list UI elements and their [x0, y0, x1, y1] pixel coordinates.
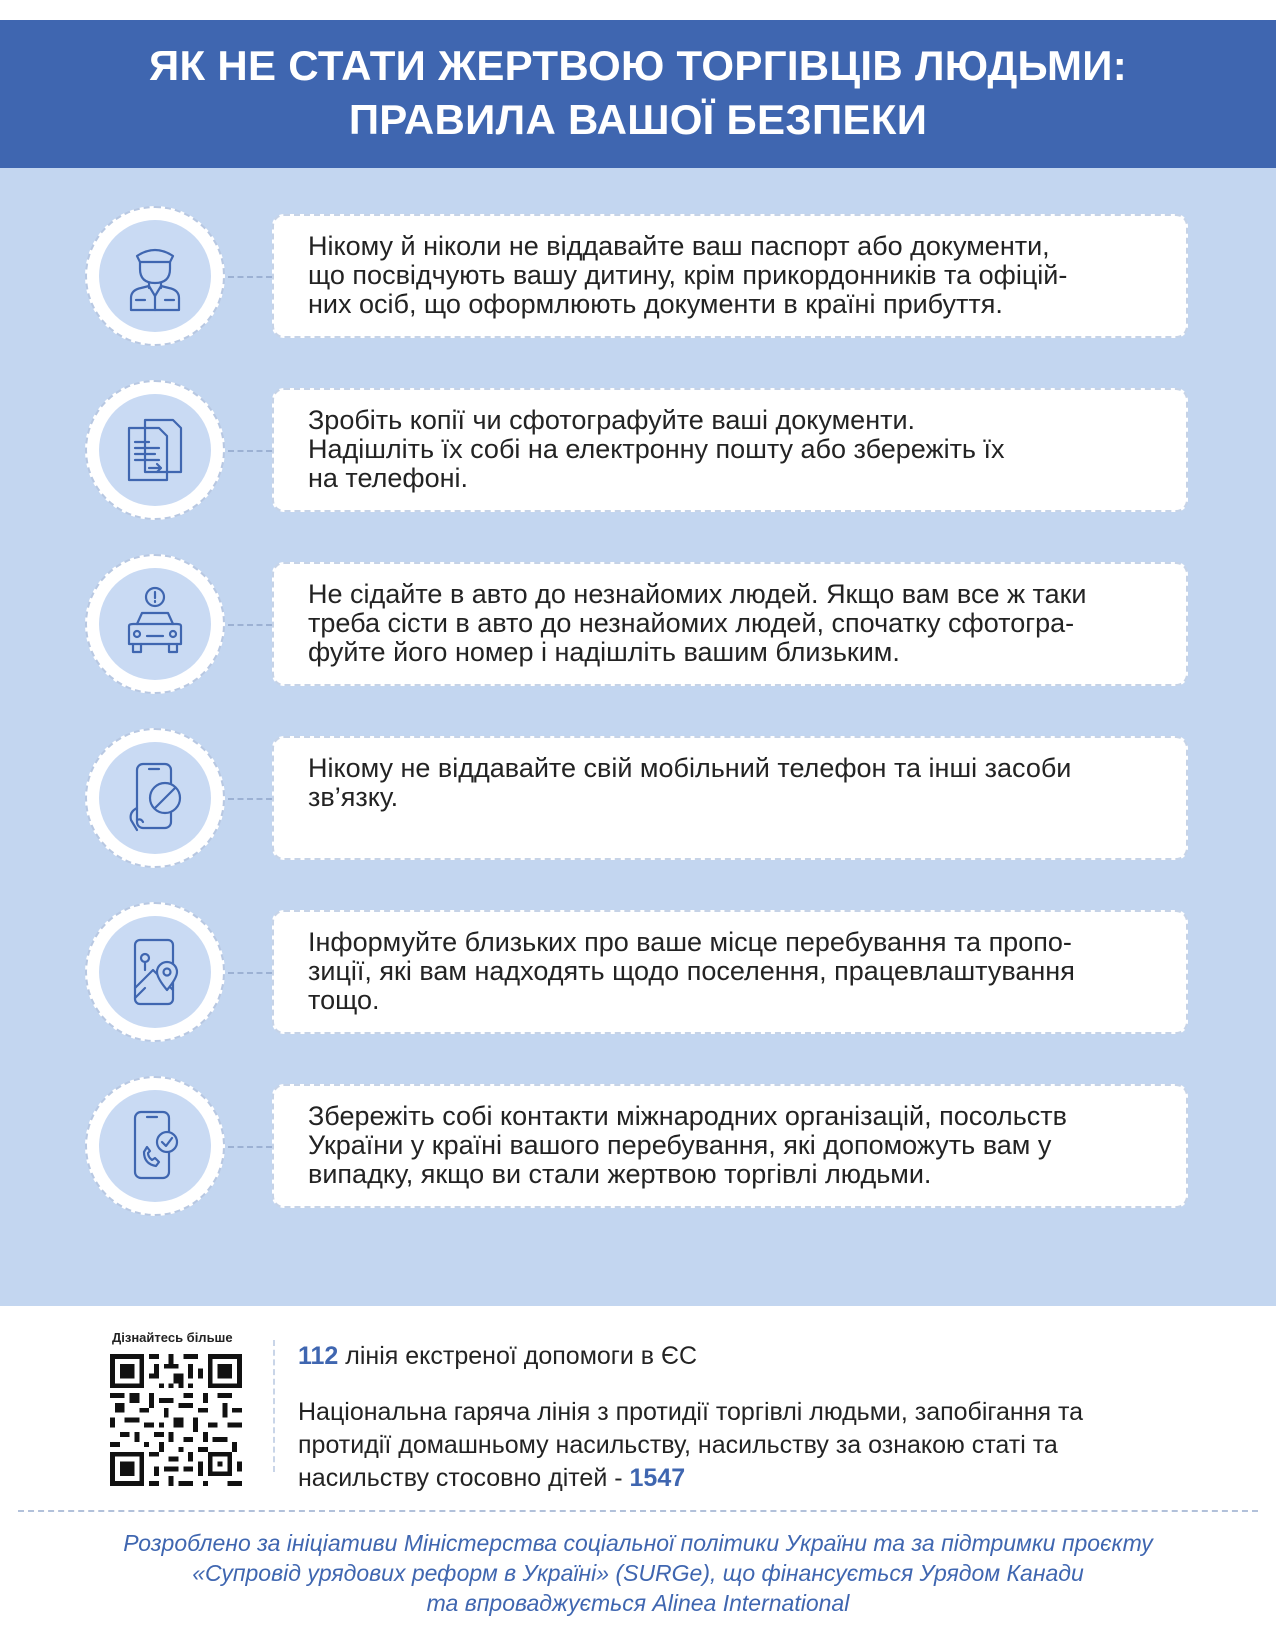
credits [60, 1528, 1216, 1618]
rule-icon-badge [85, 206, 225, 346]
divider [18, 1510, 1258, 1512]
rule-item-2 [0, 376, 1276, 524]
rule-icon-badge [85, 1076, 225, 1216]
hotline-number: 1547 [629, 1464, 686, 1492]
connector-line [228, 450, 272, 452]
rule-icon-badge [85, 728, 225, 868]
rule-item-5 [0, 898, 1276, 1046]
rules-section [0, 168, 1276, 1306]
rule-text-line: України у країні вашого перебування, які допоможуть вам у [308, 1130, 1052, 1160]
rule-text-line: треба сісти в авто до незнайомих людей, спочатку сфотогра- [308, 608, 1075, 638]
emergency-line-info [298, 1342, 697, 1371]
rule-icon-badge [85, 380, 225, 520]
rule-item-3 [0, 550, 1276, 698]
rule-text-line: тощо. [308, 985, 380, 1015]
emergency-number: 112 [298, 1342, 339, 1370]
phone-prohibited-icon [115, 758, 195, 838]
rule-text-line: Надішліть їх собі на електронну пошту або збережіть їх [308, 434, 1005, 464]
rule-text-line: Інформуйте близьких про ваше місце перебування та пропо- [308, 927, 1072, 957]
border-guard-icon [115, 236, 195, 316]
rule-card [272, 736, 1188, 860]
rule-text-line: випадку, якщо ви стали жертвою торгівлі людьми. [308, 1159, 932, 1189]
connector-line [228, 276, 272, 278]
rule-text-line: них осіб, що оформлюють документи в країні прибуття. [308, 289, 1003, 319]
credits-line-2: «Супровід урядових реформ в Україні» (SURGe), що фінансується Урядом Канади [192, 1560, 1084, 1586]
rule-text-line: на телефоні. [308, 463, 469, 493]
rule-card [272, 1084, 1188, 1208]
rule-item-4 [0, 724, 1276, 872]
connector-line [228, 798, 272, 800]
rule-text-line: фуйте його номер і надішліть вашим близьким. [308, 637, 900, 667]
emergency-text: лінія екстреної допомоги в ЄС [338, 1342, 698, 1370]
rule-card [272, 388, 1188, 512]
hotline-line-2: протидії домашньому насильству, насильству за ознакою статі та [298, 1431, 1058, 1459]
rule-text-line: Не сідайте в авто до незнайомих людей. Якщо вам все ж таки [308, 579, 1087, 609]
page-title-line-1: ЯК НЕ СТАТИ ЖЕРТВОЮ ТОРГІВЦІВ ЛЮДЬМИ: [148, 42, 1128, 89]
divider [273, 1340, 275, 1472]
qr-label: Дізнайтесь більше [112, 1330, 233, 1345]
rule-text-line: Зробіть копії чи сфотографуйте ваші документи. [308, 405, 916, 435]
hotline-info [298, 1396, 1198, 1495]
rule-text-line: Нікому не віддавайте свій мобільний телефон та інші засоби [308, 753, 1072, 783]
credits-line-3: та впроваджується Alinea International [426, 1590, 850, 1616]
qr-code[interactable] [110, 1354, 242, 1486]
page-title-line-2: ПРАВИЛА ВАШОЇ БЕЗПЕКИ [348, 96, 928, 143]
rule-text-line: що посвідчують вашу дитину, крім прикордонників та офіцій- [308, 260, 1068, 290]
rule-text-line: зв’язку. [308, 782, 399, 812]
hotline-line-1: Національна гаряча лінія з протидії торгівлі людьми, запобігання та [298, 1398, 1084, 1426]
hotline-line-3: насильству стосовно дітей - [298, 1464, 630, 1492]
location-map-icon [115, 932, 195, 1012]
rule-icon-badge [85, 554, 225, 694]
rule-card [272, 562, 1188, 686]
rule-icon-badge [85, 902, 225, 1042]
credits-line-1: Розроблено за ініціативи Міністерства соціальної політики України та за підтримки проєкту [123, 1530, 1153, 1556]
footer [0, 1306, 1276, 1638]
car-warning-icon [115, 584, 195, 664]
rule-card [272, 214, 1188, 338]
connector-line [228, 624, 272, 626]
rule-text-line: Збережіть собі контакти міжнародних організацій, посольств [308, 1101, 1067, 1131]
document-copies-icon [115, 410, 195, 490]
rule-item-6 [0, 1072, 1276, 1220]
phone-contact-icon [115, 1106, 195, 1186]
connector-line [228, 972, 272, 974]
rule-text-line: Нікому й ніколи не віддавайте ваш паспорт або документи, [308, 231, 1050, 261]
rule-text-line: зиції, які вам надходять щодо поселення, працевлаштування [308, 956, 1075, 986]
connector-line [228, 1146, 272, 1148]
rule-card [272, 910, 1188, 1034]
rule-item-1 [0, 202, 1276, 350]
page-header [0, 20, 1276, 168]
